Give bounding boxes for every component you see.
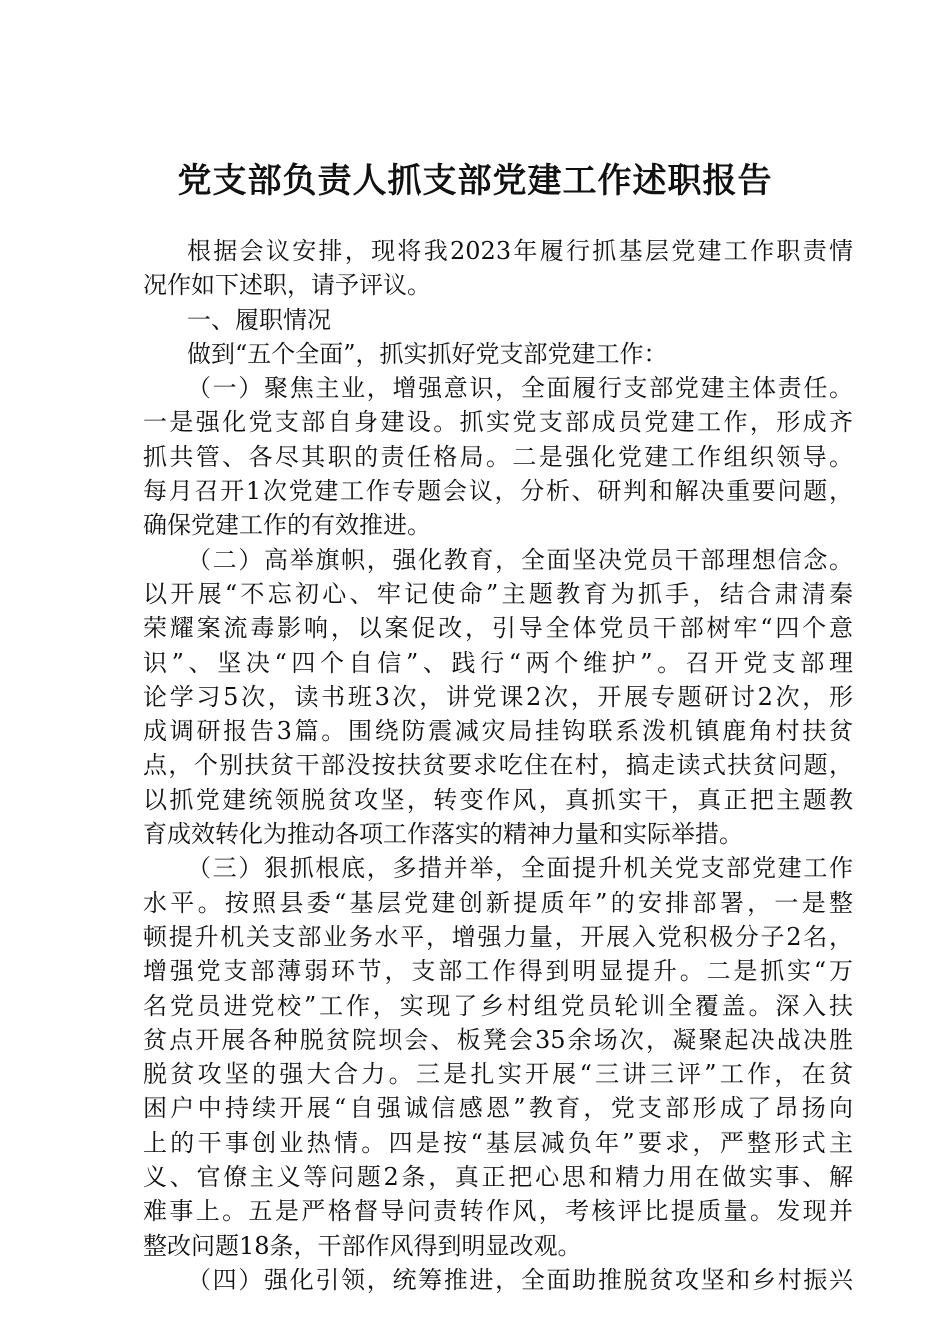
paragraph-line: 上的干事创业热情。四是按“基层减负年”要求，严整形式主 (143, 1128, 853, 1157)
paragraph-line: 每月召开1次党建工作专题会议，分析、研判和解决重要问题， (143, 477, 853, 506)
paragraph-line: 荣耀案流毒影响，以案促改，引导全体党员干部树牢“四个意 (143, 614, 853, 643)
paragraph-line: 以开展“不忘初心、牢记使命”主题教育为抓手，结合肃清秦 (143, 579, 853, 608)
paragraph-line: （一）聚焦主业，增强意识，全面履行支部党建主体责任。 (187, 374, 853, 403)
paragraph-line: 识”、坚决“四个自信”、践行“两个维护”。召开党支部理 (143, 648, 853, 677)
paragraph-line: 确保党建工作的有效推进。 (143, 511, 431, 540)
paragraph-line: 成调研报告3篇。围绕防震减灾局挂钩联系泼机镇鹿角村扶贫 (143, 717, 853, 746)
paragraph-line: （三）狠抓根底，多措并举，全面提升机关党支部党建工作 (187, 854, 853, 883)
paragraph-line: 一、履职情况 (187, 305, 331, 334)
document-title: 党支部负责人抓支部党建工作述职报告 (177, 161, 773, 201)
paragraph-line: 名党员进党校”工作，实现了乡村组党员轮训全覆盖。深入扶 (143, 991, 853, 1020)
document-body (143, 234, 853, 1297)
paragraph-line: 抓共管、各尽其职的责任格局。二是强化党建工作组织领导。 (143, 442, 853, 471)
paragraph-line: 论学习5次，读书班3次，讲党课2次，开展专题研讨2次，形 (143, 682, 853, 711)
paragraph-line: 困户中持续开展“自强诚信感恩”教育，党支部形成了昂扬向 (143, 1094, 853, 1123)
paragraph-line: 水平。按照县委“基层党建创新提质年”的安排部署，一是整 (143, 888, 853, 917)
paragraph-line: 整改问题18条，干部作风得到明显改观。 (143, 1231, 582, 1260)
paragraph-line: 义、官僚主义等问题2条，真正把心思和精力用在做实事、解 (143, 1163, 853, 1192)
paragraph-line: 脱贫攻坚的强大合力。三是扎实开展“三讲三评”工作，在贫 (143, 1060, 853, 1089)
paragraph-line: 育成效转化为推动各项工作落实的精神力量和实际举措。 (143, 820, 743, 849)
paragraph-line: 增强党支部薄弱环节，支部工作得到明显提升。二是抓实“万 (143, 957, 853, 986)
paragraph-line: 况作如下述职，请予评议。 (143, 271, 431, 300)
paragraph-line: 难事上。五是严格督导问责转作风，考核评比提质量。发现并 (143, 1197, 853, 1226)
paragraph-line: 顿提升机关支部业务水平，增强力量，开展入党积极分子2名， (143, 922, 853, 951)
paragraph-line: 一是强化党支部自身建设。抓实党支部成员党建工作，形成齐 (143, 408, 853, 437)
paragraph-line: 贫点开展各种脱贫院坝会、板凳会35余场次，凝聚起决战决胜 (143, 1025, 853, 1054)
paragraph-line: 点，个别扶贫干部没按扶贫要求吃住在村，搞走读式扶贫问题， (143, 751, 853, 780)
paragraph-line: 以抓党建统领脱贫攻坚，转变作风，真抓实干，真正把主题教 (143, 785, 853, 814)
paragraph-line: 做到“五个全面”，抓实抓好党支部党建工作： (187, 339, 668, 368)
paragraph-line: （二）高举旗帜，强化教育，全面坚决党员干部理想信念。 (187, 545, 853, 574)
paragraph-line: （四）强化引领，统筹推进，全面助推脱贫攻坚和乡村振兴 (187, 1265, 853, 1294)
paragraph-line: 根据会议安排，现将我2023年履行抓基层党建工作职责情 (187, 237, 853, 265)
